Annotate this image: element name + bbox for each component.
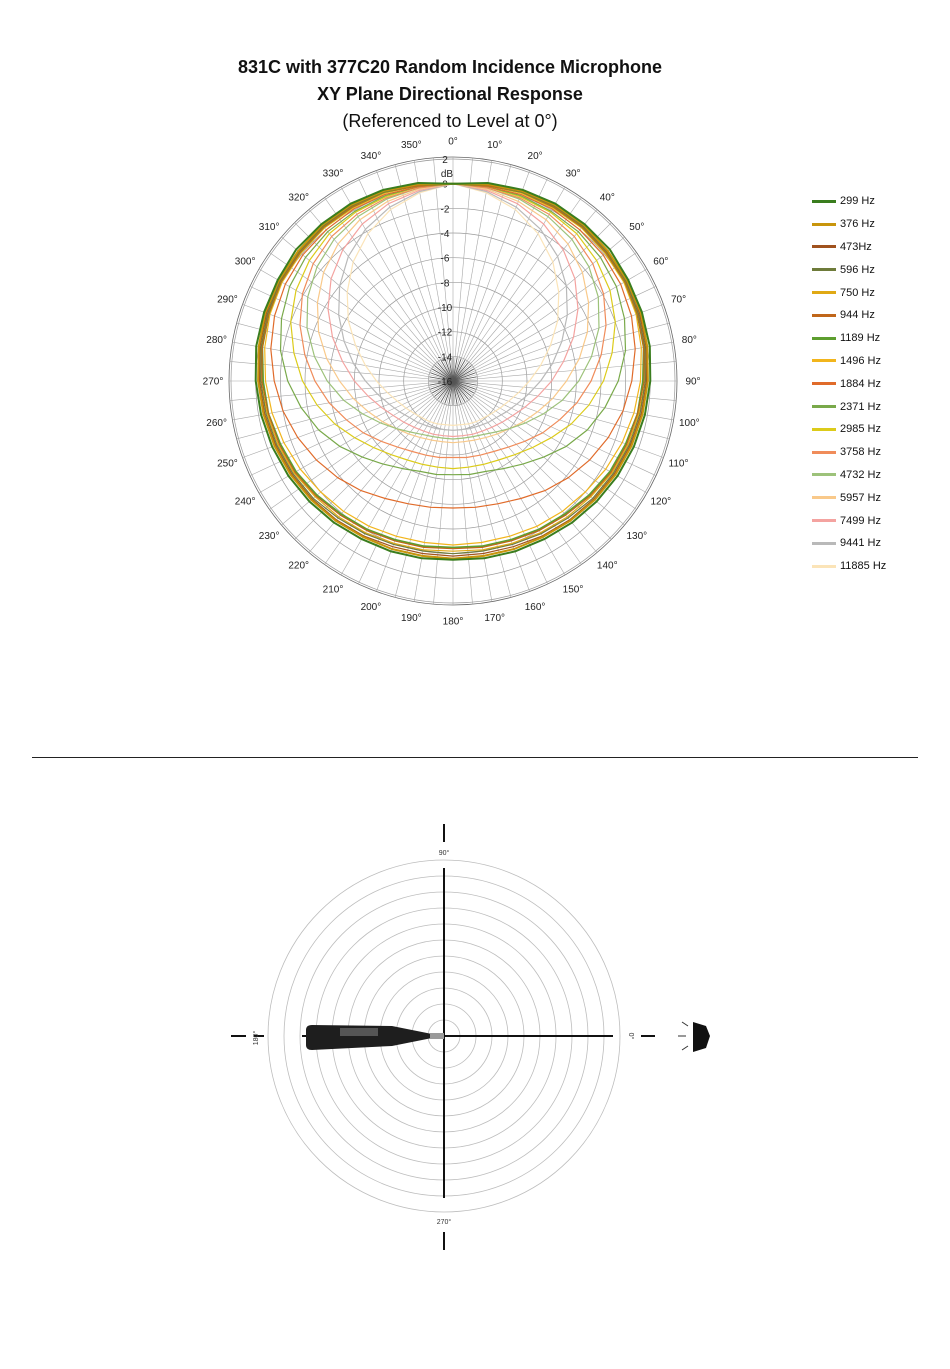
angle-label: 150°: [562, 584, 584, 596]
angle-label: 120°: [650, 496, 672, 508]
diagram-ring: [412, 1004, 476, 1068]
angle-spoke: [395, 381, 453, 597]
angle-spoke: [237, 323, 453, 381]
legend-label: 1496 Hz: [840, 354, 881, 367]
sound-wave-mark: [682, 1022, 688, 1026]
radial-labels: [438, 155, 454, 388]
angle-label: 110°: [668, 458, 689, 470]
diagram-ring: [348, 940, 540, 1132]
angle-label: 210°: [322, 584, 344, 596]
radial-tick-label: -6: [440, 253, 450, 265]
diagram-ring: [268, 860, 620, 1212]
legend-item: [812, 190, 942, 213]
legend-label: 299 Hz: [840, 195, 875, 208]
legend-swatch: [812, 451, 836, 454]
legend-label: 944 Hz: [840, 309, 875, 322]
legend-swatch: [812, 542, 836, 545]
legend-label: 1884 Hz: [840, 377, 881, 390]
diagram-ring: [364, 956, 524, 1116]
angle-label: 250°: [217, 458, 238, 470]
legend-label: 5957 Hz: [840, 491, 881, 504]
legend-item: [812, 464, 942, 487]
legend-swatch: [812, 268, 836, 271]
legend-item: [812, 532, 942, 555]
legend-label: 1189 Hz: [840, 332, 881, 345]
legend-swatch: [812, 405, 836, 408]
angle-spoke: [453, 381, 511, 597]
angle-label: 330°: [322, 168, 344, 180]
legend-label: 376 Hz: [840, 218, 875, 231]
legend-swatch: [812, 428, 836, 431]
angle-spoke: [433, 381, 453, 604]
meter-display: [340, 1028, 378, 1036]
legend-label: 4732 Hz: [840, 468, 881, 481]
sound-wave-mark: [682, 1046, 688, 1050]
angle-spoke: [453, 158, 473, 381]
legend-item: [812, 236, 942, 259]
angle-label: 190°: [400, 612, 422, 624]
angle-spoke: [453, 323, 669, 381]
angle-label: 260°: [206, 418, 227, 430]
angle-label: 20°: [527, 150, 543, 162]
angle-label: 340°: [360, 150, 382, 162]
polar-chart: [0, 0, 950, 650]
legend-label: 596 Hz: [840, 263, 875, 276]
angle-spoke: [453, 178, 548, 381]
angle-label: 10°: [487, 140, 503, 152]
legend-swatch: [812, 337, 836, 340]
legend-swatch: [812, 223, 836, 226]
angle-spoke: [453, 381, 473, 604]
legend-swatch: [812, 565, 836, 568]
legend-item: [812, 418, 942, 441]
angle-label: 100°: [679, 418, 700, 430]
angle-label: 130°: [626, 530, 648, 542]
label-180: 180°: [253, 1030, 260, 1046]
chart-legend: [812, 190, 942, 578]
angle-label: 310°: [258, 222, 280, 234]
angle-label: 160°: [524, 602, 546, 614]
legend-swatch: [812, 473, 836, 476]
radial-tick-label: -16: [437, 377, 453, 388]
legend-label: 7499 Hz: [840, 514, 881, 527]
diagram-group: [231, 824, 710, 1250]
angle-spoke: [358, 381, 453, 584]
diagram-ring: [396, 988, 492, 1084]
legend-swatch: [812, 314, 836, 317]
angle-spoke: [453, 381, 548, 584]
angle-label: 140°: [596, 560, 618, 572]
angle-label: 290°: [217, 294, 238, 306]
diagram-ring: [284, 876, 604, 1196]
diagram-ring: [316, 908, 572, 1164]
radial-tick-label: -2: [440, 204, 450, 216]
radial-tick-label: -12: [437, 327, 453, 339]
legend-item: [812, 486, 942, 509]
legend-label: 2985 Hz: [840, 423, 881, 436]
legend-item: [812, 395, 942, 418]
angle-label: 350°: [400, 140, 422, 152]
angle-spoke: [358, 178, 453, 381]
diagram-ring: [428, 1020, 460, 1052]
angle-label: 240°: [234, 496, 256, 508]
angle-label: 200°: [360, 602, 382, 614]
legend-label: 3758 Hz: [840, 446, 881, 459]
angle-label: 220°: [288, 560, 310, 572]
angle-label: 30°: [565, 168, 581, 180]
radial-tick-label: -14: [437, 352, 453, 364]
legend-swatch: [812, 200, 836, 203]
chart-note: (Referenced to Level at 0°): [342, 111, 558, 131]
radial-unit-label: dB: [440, 169, 454, 180]
angle-spoke: [433, 158, 453, 381]
chart-title: 831C with 377C20 Random Incidence Microphone: [237, 57, 663, 77]
angle-label: 40°: [599, 192, 615, 204]
speaker-icon: [693, 1022, 710, 1052]
legend-item: [812, 258, 942, 281]
legend-item: [812, 213, 942, 236]
radial-tick-label: 2: [442, 155, 448, 166]
angle-label: 50°: [629, 222, 645, 234]
legend-swatch: [812, 519, 836, 522]
legend-label: 2371 Hz: [840, 400, 881, 413]
angle-label: 90°: [685, 376, 701, 388]
angle-label: 320°: [288, 192, 310, 204]
label-90: 90°: [438, 850, 450, 857]
legend-label: 473Hz: [840, 240, 872, 253]
legend-item: [812, 509, 942, 532]
legend-swatch: [812, 245, 836, 248]
angle-label: 280°: [206, 334, 227, 346]
legend-item: [812, 304, 942, 327]
diagram-ring: [380, 972, 508, 1100]
legend-swatch: [812, 359, 836, 362]
label-270: 270°: [436, 1219, 452, 1226]
section-divider: [32, 757, 918, 758]
angle-label: 0°: [448, 136, 458, 148]
diagram-ring: [332, 924, 556, 1148]
legend-item: [812, 372, 942, 395]
radial-tick-label: -4: [440, 229, 450, 240]
polar-grid: [229, 157, 677, 605]
legend-item: [812, 441, 942, 464]
chart-subtitle: XY Plane Directional Response: [317, 84, 583, 104]
legend-item: [812, 327, 942, 350]
angle-label: 230°: [258, 530, 280, 542]
angle-label: 170°: [484, 612, 506, 624]
diagram-ring: [300, 892, 588, 1180]
legend-item: [812, 281, 942, 304]
angle-label: 300°: [234, 256, 256, 268]
legend-swatch: [812, 382, 836, 385]
radial-tick-label: -8: [440, 278, 450, 290]
legend-swatch: [812, 496, 836, 499]
legend-item: [812, 555, 942, 578]
legend-item: [812, 350, 942, 373]
angle-label: 70°: [670, 294, 687, 306]
radial-tick-label: -10: [437, 303, 453, 314]
angle-label: 270°: [202, 376, 224, 388]
label-0: 0°: [627, 1032, 634, 1040]
legend-label: 11885 Hz: [840, 560, 887, 573]
sound-level-meter-icon: [306, 1025, 432, 1050]
angle-label: 180°: [442, 616, 464, 628]
microphone-icon: [430, 1033, 444, 1039]
angle-label: 60°: [653, 256, 669, 268]
legend-label: 750 Hz: [840, 286, 875, 299]
legend-swatch: [812, 291, 836, 294]
angle-label: 80°: [681, 334, 697, 346]
legend-label: 9441 Hz: [840, 537, 881, 550]
radial-tick-label: 0: [442, 179, 448, 191]
